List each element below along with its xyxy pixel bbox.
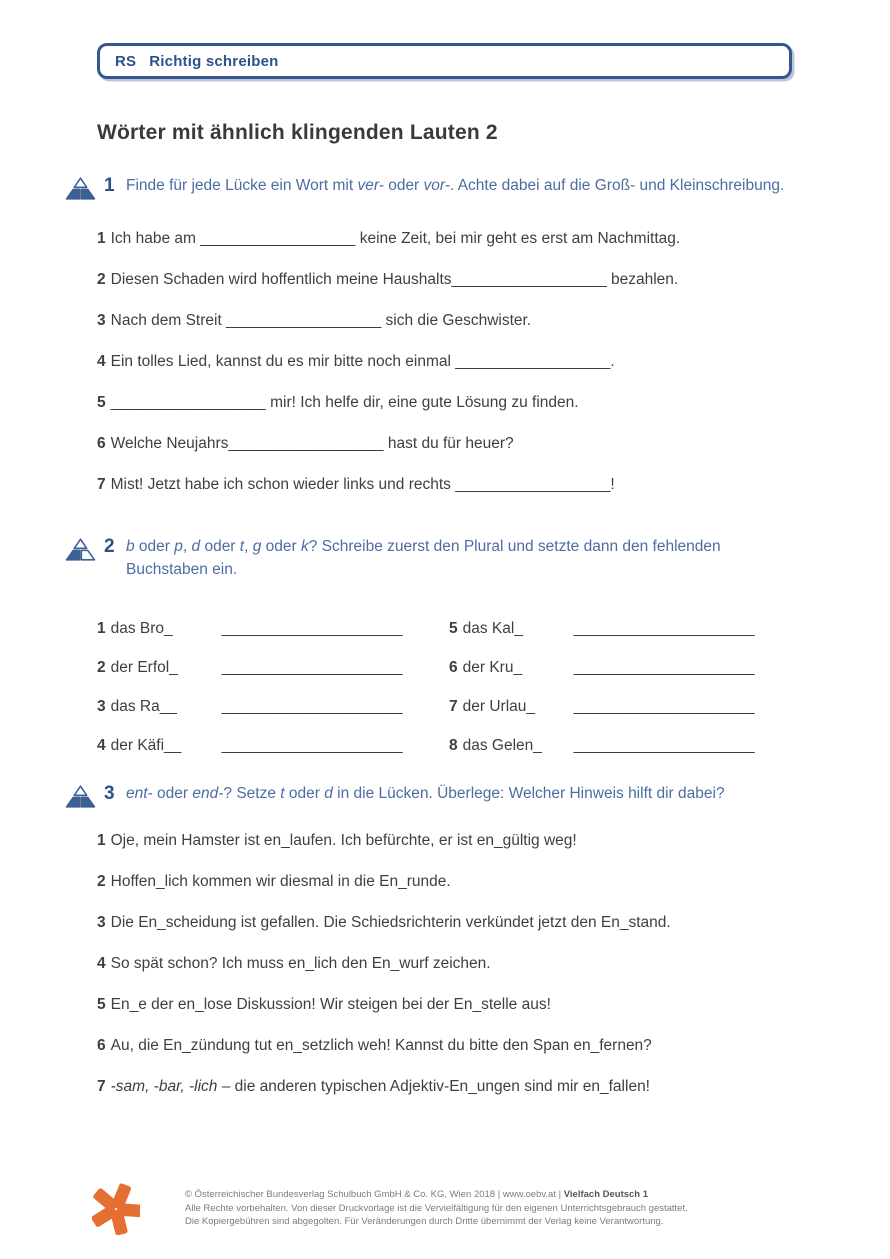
exercise-1-items [97, 227, 825, 496]
answer-blank-line: _____________________ [221, 620, 403, 637]
text-segment: Nach dem Streit __________________ sich die Geschwister. [110, 312, 532, 329]
exercise-item [97, 993, 825, 1016]
item-number: 5 [97, 996, 106, 1013]
text-segment: , [244, 538, 253, 555]
text-segment: d [324, 785, 333, 802]
footer-line [185, 1202, 688, 1216]
footer-imprint [185, 1188, 688, 1229]
text-segment: Die Kopiergebühren sind abgegolten. Für Veränderungen durch Dritte übernimmt der Verlag keine Verantwortung. [185, 1216, 664, 1227]
text-segment: Vielfach Deutsch 1 [563, 1189, 649, 1200]
item-number: 4 [97, 955, 106, 972]
item-number: 5 [97, 394, 106, 411]
answer-blank-line: _____________________ [573, 698, 755, 715]
word-stem: der Erfol_ [110, 659, 178, 676]
answer-blank-line: _____________________ [221, 659, 403, 676]
item-number: 1 [97, 230, 106, 247]
footer-line [185, 1188, 688, 1202]
text-segment: p [174, 538, 183, 555]
text-segment: , [182, 538, 192, 555]
word-stem: das Bro_ [110, 620, 173, 637]
text-segment: Alle Rechte vorbehalten. Von dieser Druckvorlage ist die Vervielfältigung für den eigenen Unterrichtsgebrauch gestattet. [185, 1202, 688, 1214]
difficulty-pyramid-icon [65, 784, 96, 809]
text-segment: So spät schon? Ich muss en_lich den En_wurf zeichen. [110, 955, 491, 972]
word-stem: der Käfi__ [110, 737, 182, 754]
header-code: RS [115, 52, 137, 70]
text-segment: b [126, 538, 135, 555]
exercise-item [97, 391, 825, 414]
difficulty-pyramid-icon [65, 537, 96, 562]
page-title: Wörter mit ähnlich klingenden Lauten 2 [97, 121, 498, 144]
exercise-item [97, 350, 825, 373]
exercise-2 [65, 535, 825, 757]
text-segment: Oje, mein Hamster ist en_laufen. Ich befürchte, er ist en_gültig weg! [110, 832, 577, 849]
exercise-2-items [97, 617, 825, 757]
item-number: 4 [97, 737, 106, 754]
item-number: 8 [449, 737, 458, 754]
item-number: 1 [97, 832, 106, 849]
exercise-item [97, 1034, 825, 1057]
text-segment: oder [134, 538, 175, 555]
exercise-item [97, 309, 825, 332]
exercise-item [97, 432, 825, 455]
exercise-3 [65, 782, 825, 1116]
item-number: 6 [449, 659, 458, 676]
item-number: 5 [449, 620, 458, 637]
text-segment: ? Setze [223, 785, 281, 802]
item-number: 7 [97, 476, 106, 493]
item-number: 4 [97, 353, 106, 370]
fill-in-row [449, 695, 825, 718]
answer-blank-line: _____________________ [221, 698, 403, 715]
text-segment: Finde für jede Lücke ein Wort mit [126, 177, 358, 194]
text-segment: oder [284, 785, 325, 802]
text-segment: En_e der en_lose Diskussion! Wir steigen bei der En_stelle aus! [110, 996, 551, 1013]
exercise-instruction [126, 174, 786, 197]
text-segment: Ein tolles Lied, kannst du es mir bitte noch einmal __________________. [110, 353, 615, 370]
exercise-instruction [126, 782, 786, 805]
exercise-3-header [65, 782, 825, 809]
answer-blank-line: _____________________ [573, 737, 755, 754]
exercise-item [97, 473, 825, 496]
fill-in-row [97, 656, 449, 679]
fill-in-row [97, 734, 449, 757]
text-segment: Welche Neujahrs__________________ hast du für heuer? [110, 435, 514, 452]
difficulty-pyramid-icon [65, 176, 96, 201]
answer-blank-line: _____________________ [573, 620, 755, 637]
fill-in-row [97, 617, 449, 640]
fill-in-row [449, 734, 825, 757]
word-stem: das Ra__ [110, 698, 177, 715]
text-segment: – die anderen typischen Adjektiv-En_ungen sind mir en_fallen! [217, 1078, 650, 1095]
exercise-item [97, 1075, 825, 1098]
item-number: 7 [449, 698, 458, 715]
text-segment: -sam, -bar, -lich [110, 1078, 218, 1095]
exercise-item [97, 227, 825, 250]
item-number: 1 [97, 620, 106, 637]
exercise-item [97, 870, 825, 893]
answer-blank-line: _____________________ [221, 737, 403, 754]
text-segment: Ich habe am __________________ keine Zeit, bei mir geht es erst am Nachmittag. [110, 230, 681, 247]
item-number: 7 [97, 1078, 106, 1095]
text-segment: ent- [126, 785, 153, 802]
text-segment: Diesen Schaden wird hoffentlich meine Haushalts__________________ bezahlen. [110, 271, 679, 288]
text-segment: d [191, 538, 201, 555]
text-segment: end- [192, 785, 224, 802]
text-segment: t [239, 538, 245, 555]
word-stem: der Urlau_ [462, 698, 535, 715]
oebv-logo-icon [92, 1181, 140, 1235]
item-number: 6 [97, 1037, 106, 1054]
exercise-1 [65, 174, 825, 514]
text-segment: Au, die En_zündung tut en_setzlich weh! Kannst du bitte den Span en_fernen? [110, 1037, 652, 1054]
text-segment: oder [261, 538, 301, 555]
header-box [97, 43, 792, 79]
fill-in-row [97, 695, 449, 718]
text-segment: Hoffen_lich kommen wir diesmal in die En_runde. [110, 873, 451, 890]
exercise-item [97, 952, 825, 975]
exercise-number: 3 [104, 783, 115, 804]
word-stem: das Gelen_ [462, 737, 542, 754]
item-number: 3 [97, 914, 106, 931]
fill-in-row [449, 656, 825, 679]
text-segment: ? Schreibe zuerst den Plural und setzte dann den fehlenden Buchstaben ein. [126, 538, 721, 578]
text-segment: oder [383, 177, 424, 194]
exercise-number: 1 [104, 175, 115, 196]
item-number: 6 [97, 435, 106, 452]
text-segment: . Achte dabei auf die Groß- und Kleinschreibung. [449, 177, 785, 194]
item-number: 3 [97, 698, 106, 715]
exercise-2-header [65, 535, 825, 581]
text-segment: ver- [357, 177, 384, 194]
word-stem: der Kru_ [462, 659, 523, 676]
text-segment: Die En_scheidung ist gefallen. Die Schiedsrichterin verkündet jetzt den En_stand. [110, 914, 671, 931]
footer-line [185, 1215, 688, 1229]
answer-blank-line: _____________________ [573, 659, 755, 676]
text-segment: oder [200, 538, 240, 555]
item-number: 2 [97, 659, 106, 676]
item-number: 3 [97, 312, 106, 329]
text-segment: © Österreichischer Bundesverlag Schulbuch GmbH & Co. KG, Wien 2018 | www.oebv.at | [185, 1189, 564, 1200]
text-segment: in die Lücken. Überlege: Welcher Hinweis hilft dir dabei? [332, 785, 725, 802]
text-segment: t [280, 785, 285, 802]
text-segment: __________________ mir! Ich helfe dir, eine gute Lösung zu finden. [110, 394, 579, 411]
text-segment: k [300, 538, 309, 555]
header-label: Richtig schreiben [149, 52, 279, 70]
exercise-item [97, 829, 825, 852]
text-segment: Mist! Jetzt habe ich schon wieder links und rechts __________________! [110, 476, 615, 493]
exercise-3-items [97, 829, 825, 1098]
word-stem: das Kal_ [462, 620, 523, 637]
exercise-item [97, 911, 825, 934]
exercise-1-header [65, 174, 825, 201]
exercise-number: 2 [104, 536, 115, 557]
exercise-instruction [126, 535, 786, 581]
text-segment: g [252, 538, 262, 555]
text-segment: oder [152, 785, 193, 802]
fill-in-row [449, 617, 825, 640]
item-number: 2 [97, 271, 106, 288]
exercise-item [97, 268, 825, 291]
text-segment: vor- [423, 177, 450, 194]
item-number: 2 [97, 873, 106, 890]
